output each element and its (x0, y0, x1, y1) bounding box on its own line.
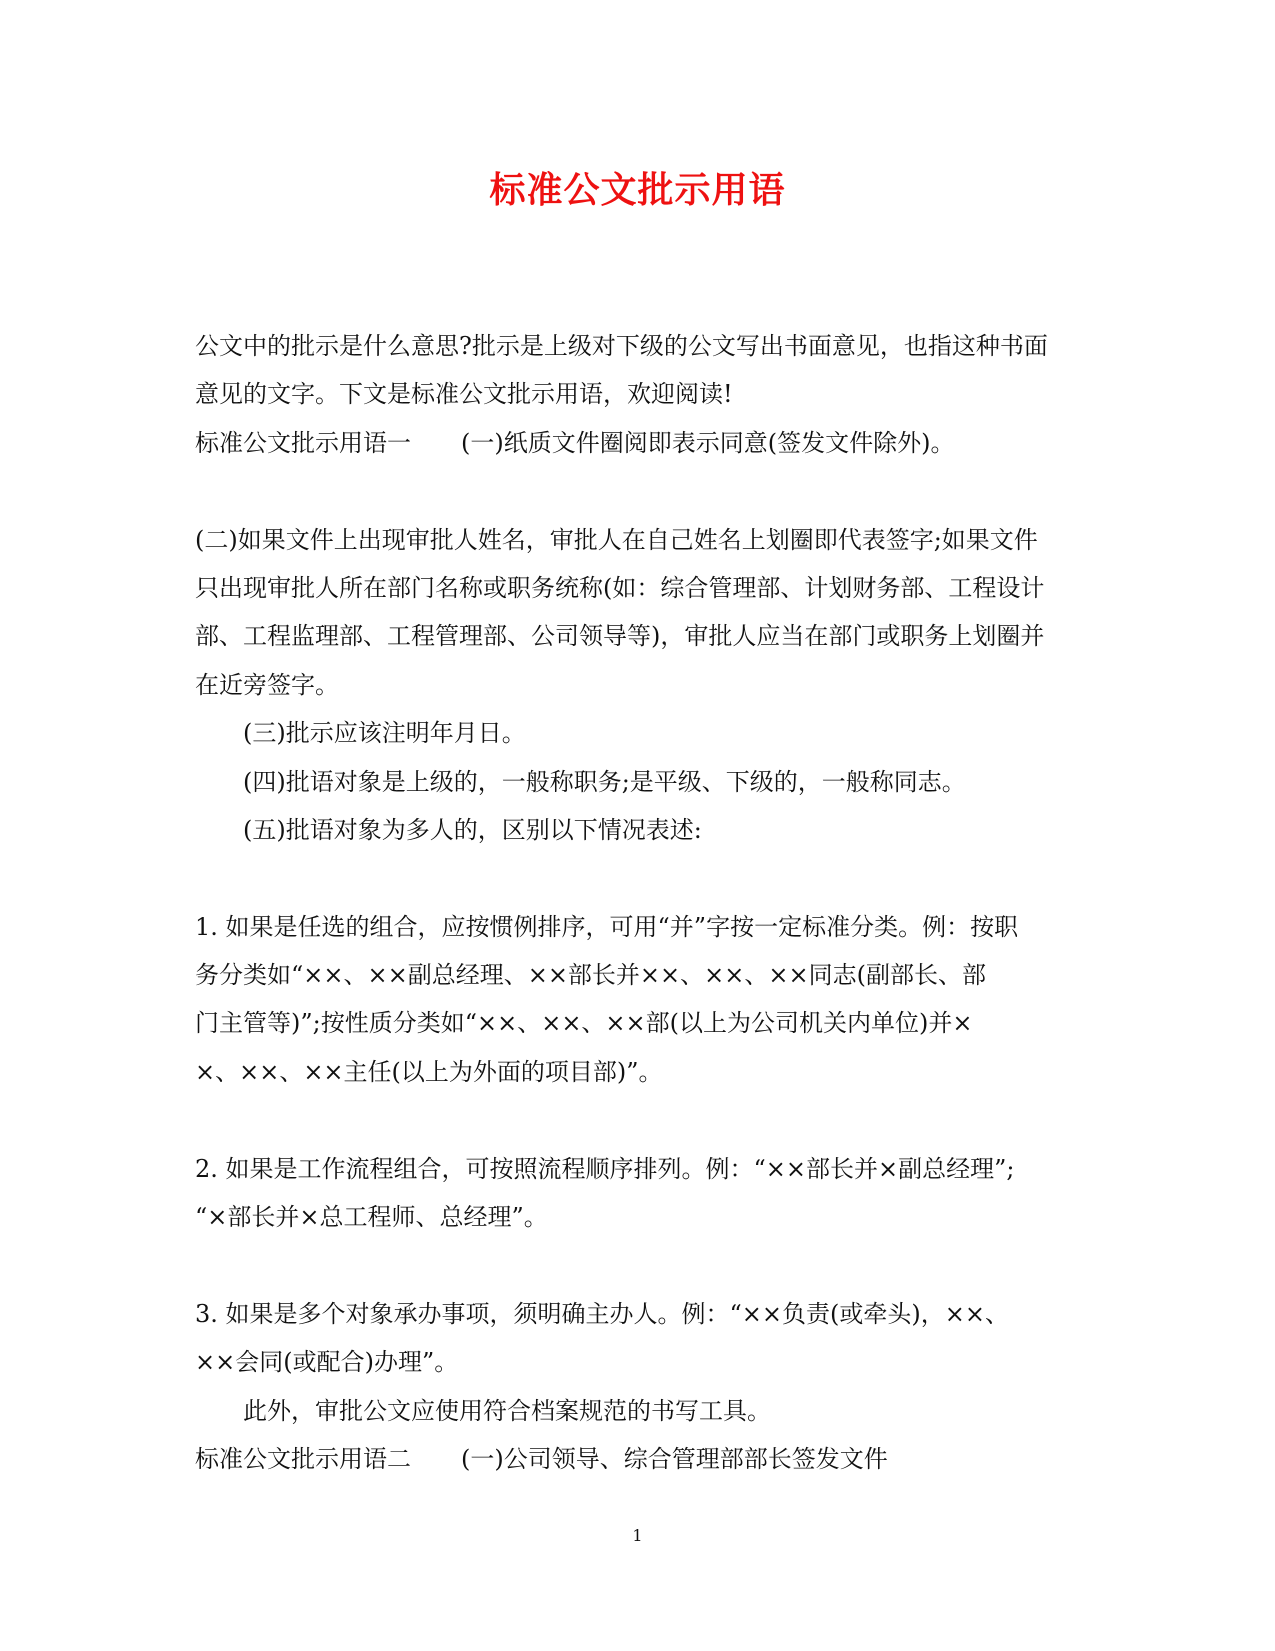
paragraph-line: ×、××、××主任(以上为外面的项目部)”。 (195, 1057, 663, 1086)
paragraph-line: 1. 如果是任选的组合，应按惯例排序，可用“并”字按一定标准分类。例：按职 (195, 912, 1019, 941)
paragraph-line: 在近旁签字。 (195, 670, 339, 699)
blank-line (195, 1096, 1085, 1144)
paragraph-line: 意见的文字。下文是标准公文批示用语，欢迎阅读! (195, 380, 733, 409)
paragraph-line: ××会同(或配合)办理”。 (195, 1348, 459, 1377)
blank-line (195, 1241, 1085, 1289)
section-heading-line (195, 419, 1085, 467)
paragraph-line: (三)批示应该注明年月日。 (243, 719, 526, 748)
paragraph-line: (五)批语对象为多人的，区别以下情况表述: (243, 815, 702, 844)
paragraph-text: (一)公司领导、综合管理部部长签发文件 (461, 1444, 888, 1473)
paragraph-line: (四)批语对象是上级的，一般称职务;是平级、下级的，一般称同志。 (243, 767, 966, 796)
blank-line (195, 467, 1085, 515)
section-heading: 标准公文批示用语二 (195, 1444, 411, 1473)
paragraph-line: 部、工程监理部、工程管理部、公司领导等)，审批人应当在部门或职务上划圈并 (195, 622, 1045, 651)
paragraph-line: 门主管等)”;按性质分类如“××、××、××部(以上为公司机关内单位)并× (195, 1009, 973, 1038)
blank-line (195, 854, 1085, 902)
paragraph-line: 务分类如“××、××副总经理、××部长并××、××、××同志(副部长、部 (195, 961, 986, 990)
paragraph-line: 3. 如果是多个对象承办事项，须明确主办人。例：“××负责(或牵头)，××、 (195, 1299, 1009, 1328)
paragraph-line: “×部长并×总工程师、总经理”。 (195, 1203, 548, 1232)
paragraph-line: 此外，审批公文应使用符合档案规范的书写工具。 (243, 1396, 771, 1425)
section-heading-line (195, 1435, 1085, 1483)
document-body (195, 322, 1085, 1483)
document-title: 标准公文批示用语 (489, 169, 786, 211)
section-heading: 标准公文批示用语一 (195, 428, 411, 457)
page-number: 1 (632, 1526, 643, 1545)
paragraph-line: (二)如果文件上出现审批人姓名，审批人在自己姓名上划圈即代表签字;如果文件 (195, 525, 1038, 554)
paragraph-line: 只出现审批人所在部门名称或职务统称(如：综合管理部、计划财务部、工程设计 (195, 573, 1045, 602)
paragraph-line: 公文中的批示是什么意思?批示是上级对下级的公文写出书面意见，也指这种书面 (195, 332, 1048, 360)
paragraph-text: (一)纸质文件圈阅即表示同意(签发文件除外)。 (461, 428, 955, 457)
paragraph-line: 2. 如果是工作流程组合，可按照流程顺序排列。例：“××部长并×副总经理”; (195, 1154, 1015, 1183)
